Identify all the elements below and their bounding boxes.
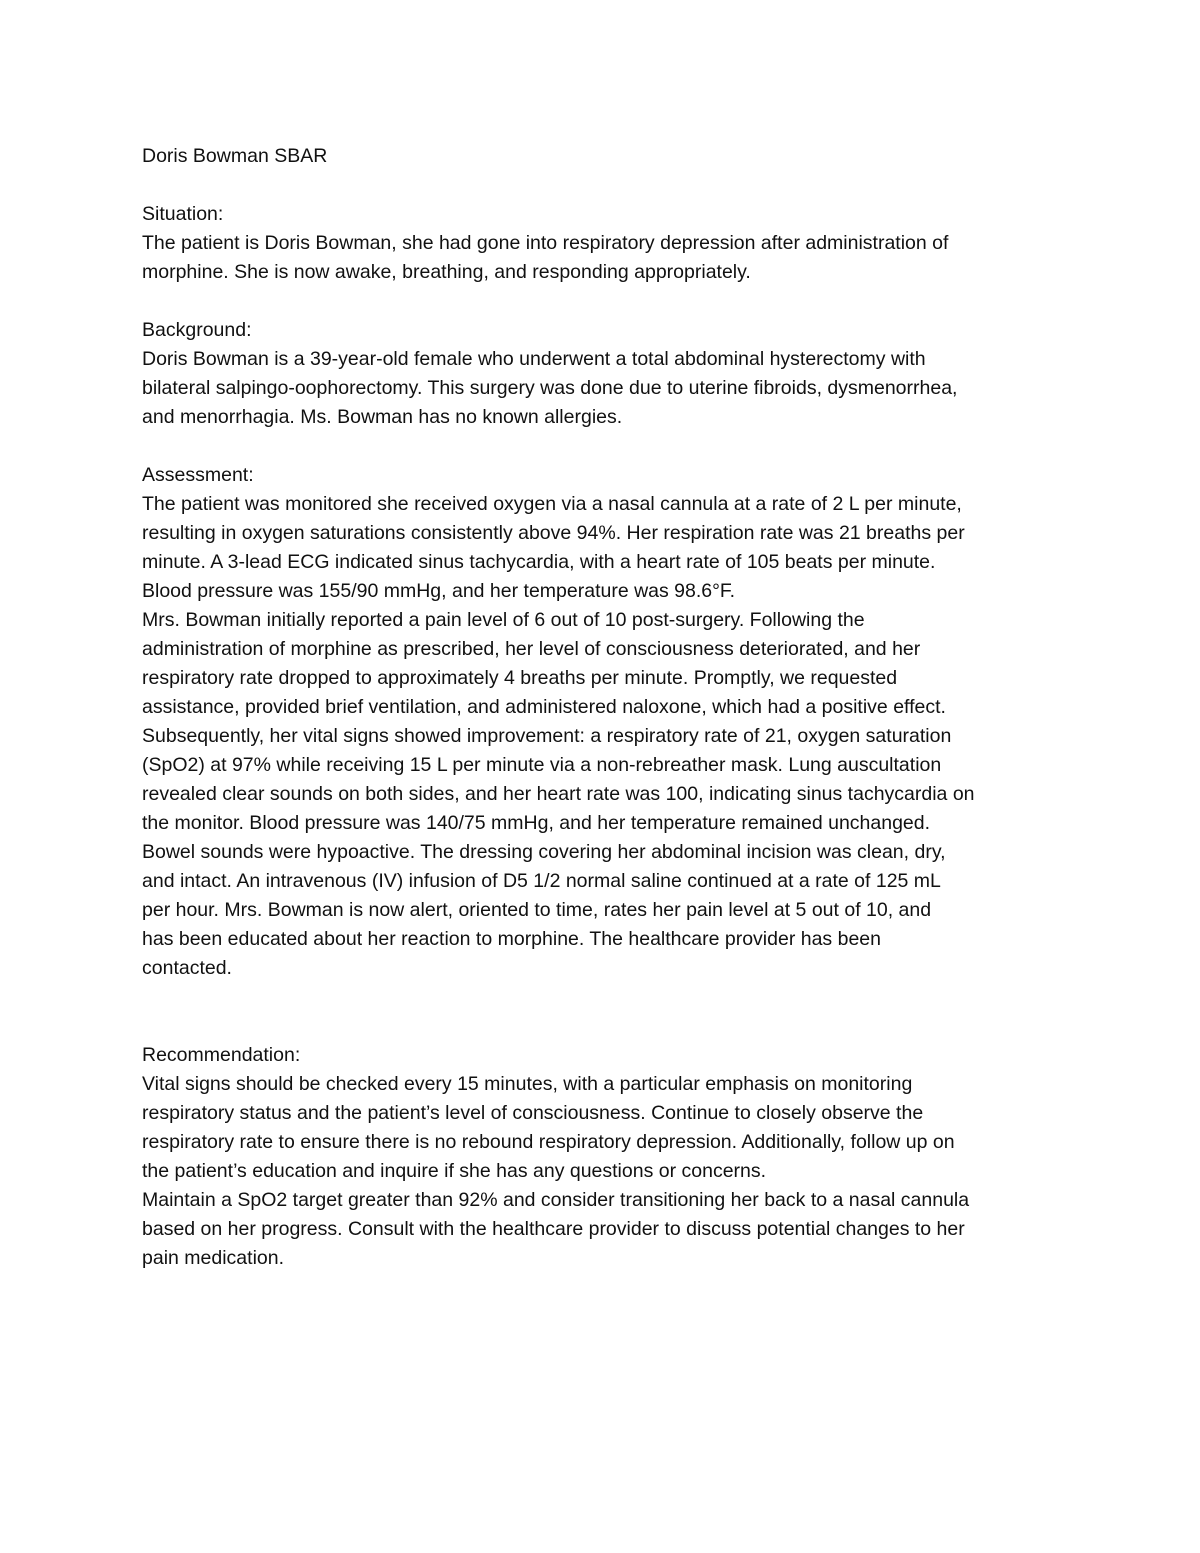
recommendation-line: Maintain a SpO2 target greater than 92% and consider transitioning her back to a nasal cannula xyxy=(142,1189,970,1211)
recommendation-section xyxy=(142,1041,1062,1273)
recommendation-heading: Recommendation: xyxy=(142,1044,301,1066)
assessment-line: (SpO2) at 97% while receiving 15 L per minute via a non-rebreather mask. Lung auscultation xyxy=(142,754,942,776)
assessment-line: Bowel sounds were hypoactive. The dressing covering her abdominal incision was clean, dry, xyxy=(142,841,946,863)
assessment-line: per hour. Mrs. Bowman is now alert, oriented to time, rates her pain level at 5 out of 10, and xyxy=(142,899,932,921)
spacer xyxy=(142,287,1062,316)
assessment-line: minute. A 3-lead ECG indicated sinus tachycardia, with a heart rate of 105 beats per minute. xyxy=(142,551,936,573)
assessment-section xyxy=(142,461,1062,983)
assessment-line: assistance, provided brief ventilation, and administered naloxone, which had a positive effect. xyxy=(142,696,946,718)
assessment-line: resulting in oxygen saturations consistently above 94%. Her respiration rate was 21 breaths per xyxy=(142,522,965,544)
recommendation-line: Vital signs should be checked every 15 minutes, with a particular emphasis on monitoring xyxy=(142,1073,913,1095)
situation-line: morphine. She is now awake, breathing, and responding appropriately. xyxy=(142,261,751,283)
recommendation-line: respiratory status and the patient’s level of consciousness. Continue to closely observe the xyxy=(142,1102,924,1124)
assessment-line: administration of morphine as prescribed, her level of consciousness deteriorated, and her xyxy=(142,638,921,660)
assessment-line: contacted. xyxy=(142,957,232,979)
assessment-line: and intact. An intravenous (IV) infusion of D5 1/2 normal saline continued at a rate of 125 mL xyxy=(142,870,941,892)
background-line: bilateral salpingo-oophorectomy. This surgery was done due to uterine fibroids, dysmenorrhea, xyxy=(142,377,958,399)
recommendation-line: the patient’s education and inquire if she has any questions or concerns. xyxy=(142,1160,767,1182)
situation-line: The patient is Doris Bowman, she had gone into respiratory depression after administration of xyxy=(142,232,949,254)
assessment-line: respiratory rate dropped to approximately 4 breaths per minute. Promptly, we requested xyxy=(142,667,898,689)
background-heading: Background: xyxy=(142,319,252,341)
spacer xyxy=(142,171,1062,200)
assessment-line: revealed clear sounds on both sides, and her heart rate was 100, indicating sinus tachycardia on xyxy=(142,783,975,805)
assessment-line: Subsequently, her vital signs showed improvement: a respiratory rate of 21, oxygen saturation xyxy=(142,725,952,747)
document-title: Doris Bowman SBAR xyxy=(142,145,328,167)
assessment-line: the monitor. Blood pressure was 140/75 mmHg, and her temperature remained unchanged. xyxy=(142,812,931,834)
document-body xyxy=(142,142,1062,1273)
spacer xyxy=(142,983,1062,1041)
spacer xyxy=(142,432,1062,461)
assessment-line: The patient was monitored she received oxygen via a nasal cannula at a rate of 2 L per minute, xyxy=(142,493,962,515)
assessment-line: Mrs. Bowman initially reported a pain level of 6 out of 10 post-surgery. Following the xyxy=(142,609,865,631)
background-line: Doris Bowman is a 39-year-old female who underwent a total abdominal hysterectomy with xyxy=(142,348,926,370)
recommendation-line: based on her progress. Consult with the healthcare provider to discuss potential changes to her xyxy=(142,1218,965,1240)
background-section xyxy=(142,316,1062,432)
assessment-line: Blood pressure was 155/90 mmHg, and her temperature was 98.6°F. xyxy=(142,580,736,602)
assessment-heading: Assessment: xyxy=(142,464,254,486)
recommendation-line: pain medication. xyxy=(142,1247,285,1269)
situation-section xyxy=(142,200,1062,287)
assessment-line: has been educated about her reaction to morphine. The healthcare provider has been xyxy=(142,928,881,950)
recommendation-line: respiratory rate to ensure there is no rebound respiratory depression. Additionally, follow up on xyxy=(142,1131,955,1153)
situation-heading: Situation: xyxy=(142,203,224,225)
background-line: and menorrhagia. Ms. Bowman has no known allergies. xyxy=(142,406,623,428)
